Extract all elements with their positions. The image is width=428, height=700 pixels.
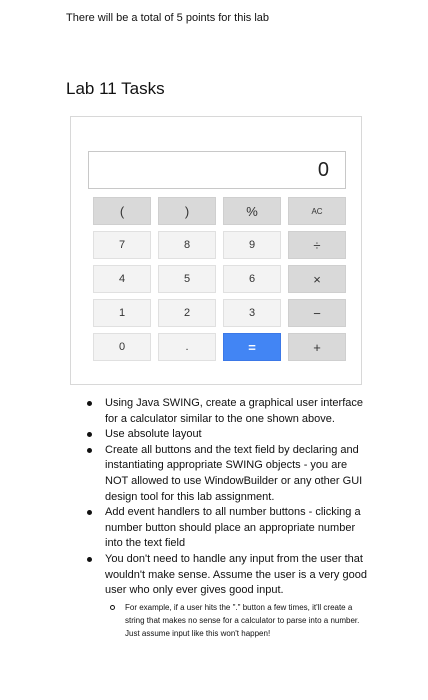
key-equals: = [223, 333, 281, 361]
page-heading: Lab 11 Tasks [66, 79, 165, 98]
task-item [86, 552, 372, 640]
key-open-paren: ( [93, 197, 151, 225]
key-clear: AC [288, 197, 346, 225]
key-subtract: − [288, 299, 346, 327]
task-list [86, 396, 372, 640]
task-text: You don't need to handle any input from the user that wouldn't make sense. Assume the user is a very good user who only ever gives good input. [105, 552, 367, 597]
key-6: 6 [223, 265, 281, 293]
key-multiply: × [288, 265, 346, 293]
task-text: Create all buttons and the text field by declaring and instantiating appropriate SWING objects - you are NOT allowed to use WindowBuilder or any other GUI design tool for this lab assignment. [105, 443, 363, 503]
task-item [86, 505, 372, 552]
key-percent: % [223, 197, 281, 225]
key-4: 4 [93, 265, 151, 293]
key-5: 5 [158, 265, 216, 293]
task-sublist [105, 601, 372, 640]
key-9: 9 [223, 231, 281, 259]
key-8: 8 [158, 231, 216, 259]
key-2: 2 [158, 299, 216, 327]
key-7: 7 [93, 231, 151, 259]
task-item [86, 396, 372, 427]
task-subitem [105, 601, 372, 640]
key-close-paren: ) [158, 197, 216, 225]
task-text: Using Java SWING, create a graphical user interface for a calculator similar to the one shown above. [105, 397, 364, 425]
calculator-keypad [71, 117, 361, 384]
key-decimal: . [158, 333, 216, 361]
calculator-display: 0 [88, 151, 346, 189]
calculator-image [70, 116, 362, 385]
task-item [86, 427, 372, 443]
task-item [86, 443, 372, 505]
key-add: + [288, 333, 346, 361]
key-3: 3 [223, 299, 281, 327]
task-subtext: For example, if a user hits the "." button a few times, it'll create a string that makes no sense for a calculator to parse into a number. Just assume input like this won't happen! [125, 602, 360, 638]
intro-text: There will be a total of 5 points for this lab [66, 12, 269, 24]
key-0: 0 [93, 333, 151, 361]
task-text: Use absolute layout [105, 428, 202, 441]
key-1: 1 [93, 299, 151, 327]
task-text: Add event handlers to all number buttons - clicking a number button should place an appropriate number into the text field [105, 506, 361, 550]
key-divide: ÷ [288, 231, 346, 259]
